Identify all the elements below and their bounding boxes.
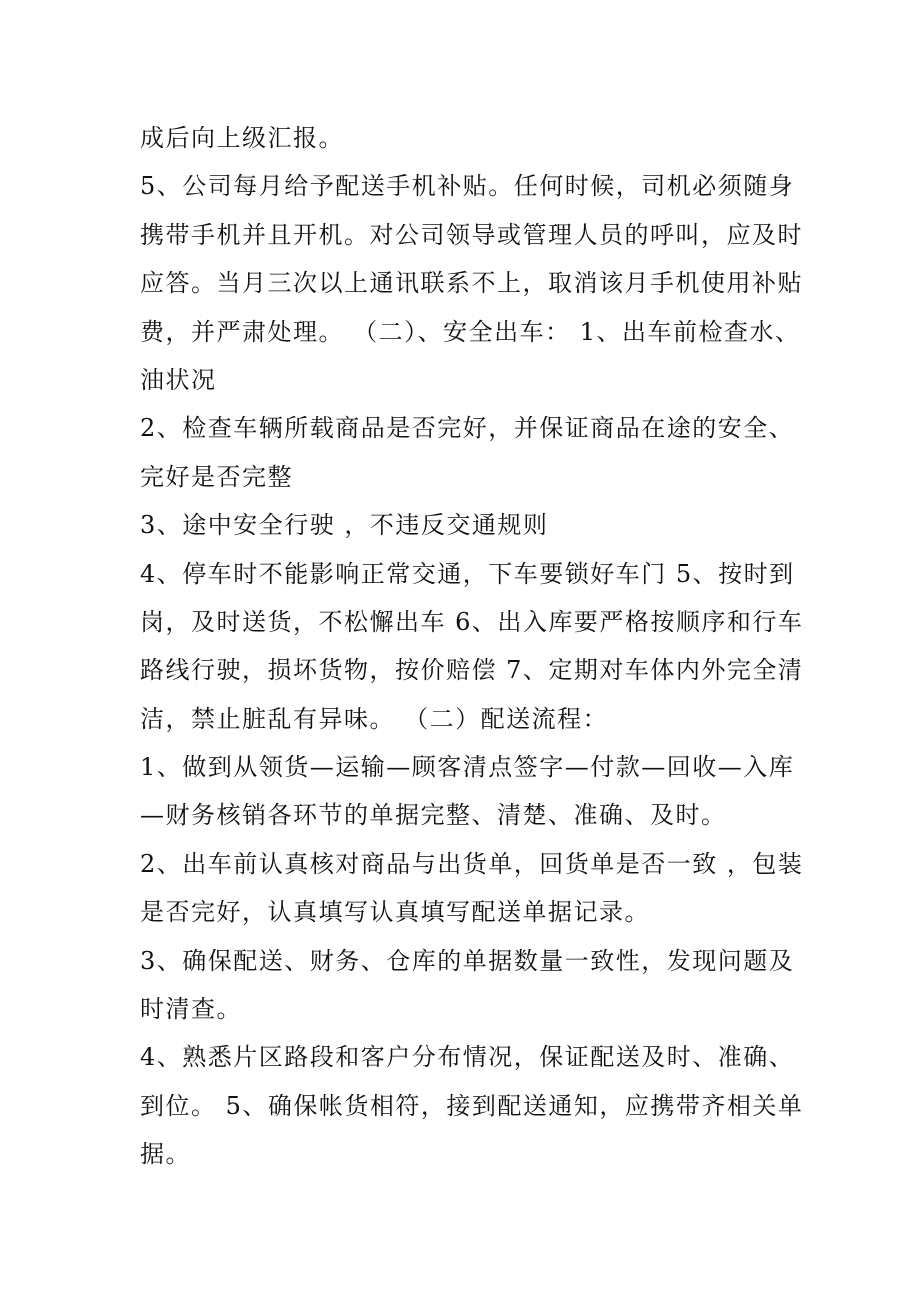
text-line: 完好是否完整: [140, 462, 293, 491]
text-line: 应答。当月三次以上通讯联系不上，取消该月手机使用补贴: [140, 269, 803, 298]
text-line: 5、公司每月给予配送手机补贴。任何时候，司机必须随身: [140, 172, 795, 201]
text-line: 3、途中安全行驶 ，不违反交通规则: [140, 511, 549, 540]
text-line: —财务核销各环节的单据完整、清楚、准确、及时。: [140, 801, 727, 830]
text-line: 4、熟悉片区路段和客户分布情况，保证配送及时、准确、: [140, 1043, 795, 1072]
document-body: [140, 114, 804, 1179]
text-line: 携带手机并且开机。对公司领导或管理人员的呼叫，应及时: [140, 220, 803, 249]
text-line: 成后向上级汇报。: [140, 124, 344, 152]
text-line: 3、确保配送、财务、仓库的单据数量一致性，发现问题及: [140, 946, 795, 975]
text-line: 据。: [140, 1140, 191, 1169]
text-line: 2、检查车辆所载商品是否完好，并保证商品在途的安全、: [140, 414, 795, 443]
text-line: 时清查。: [140, 995, 242, 1024]
text-line: 4、停车时不能影响正常交通，下车要锁好车门 5、按时到: [140, 559, 795, 588]
text-line: 1、做到从领货—运输—顾客清点签字—付款—回收—入库: [140, 753, 795, 782]
text-line: 费，并严肃处理。 （二）、安全出车： 1、出车前检查水、: [140, 317, 801, 346]
text-line: 是否完好，认真填写认真填写配送单据记录。: [140, 898, 650, 927]
text-line: 路线行驶，损坏货物，按价赔偿 7、定期对车体内外完全清: [140, 656, 804, 685]
text-line: 到位。 5、确保帐货相符，接到配送通知，应携带齐相关单: [140, 1091, 804, 1120]
text-line: 洁，禁止脏乱有异味。 （二）配送流程：: [140, 704, 609, 733]
text-line: 2、出车前认真核对商品与出货单，回货单是否一致 ，包装: [140, 849, 804, 878]
text-line: 油状况: [140, 365, 217, 394]
text-line: 岗，及时送货，不松懈出车 6、出入库要严格按顺序和行车: [140, 607, 804, 636]
